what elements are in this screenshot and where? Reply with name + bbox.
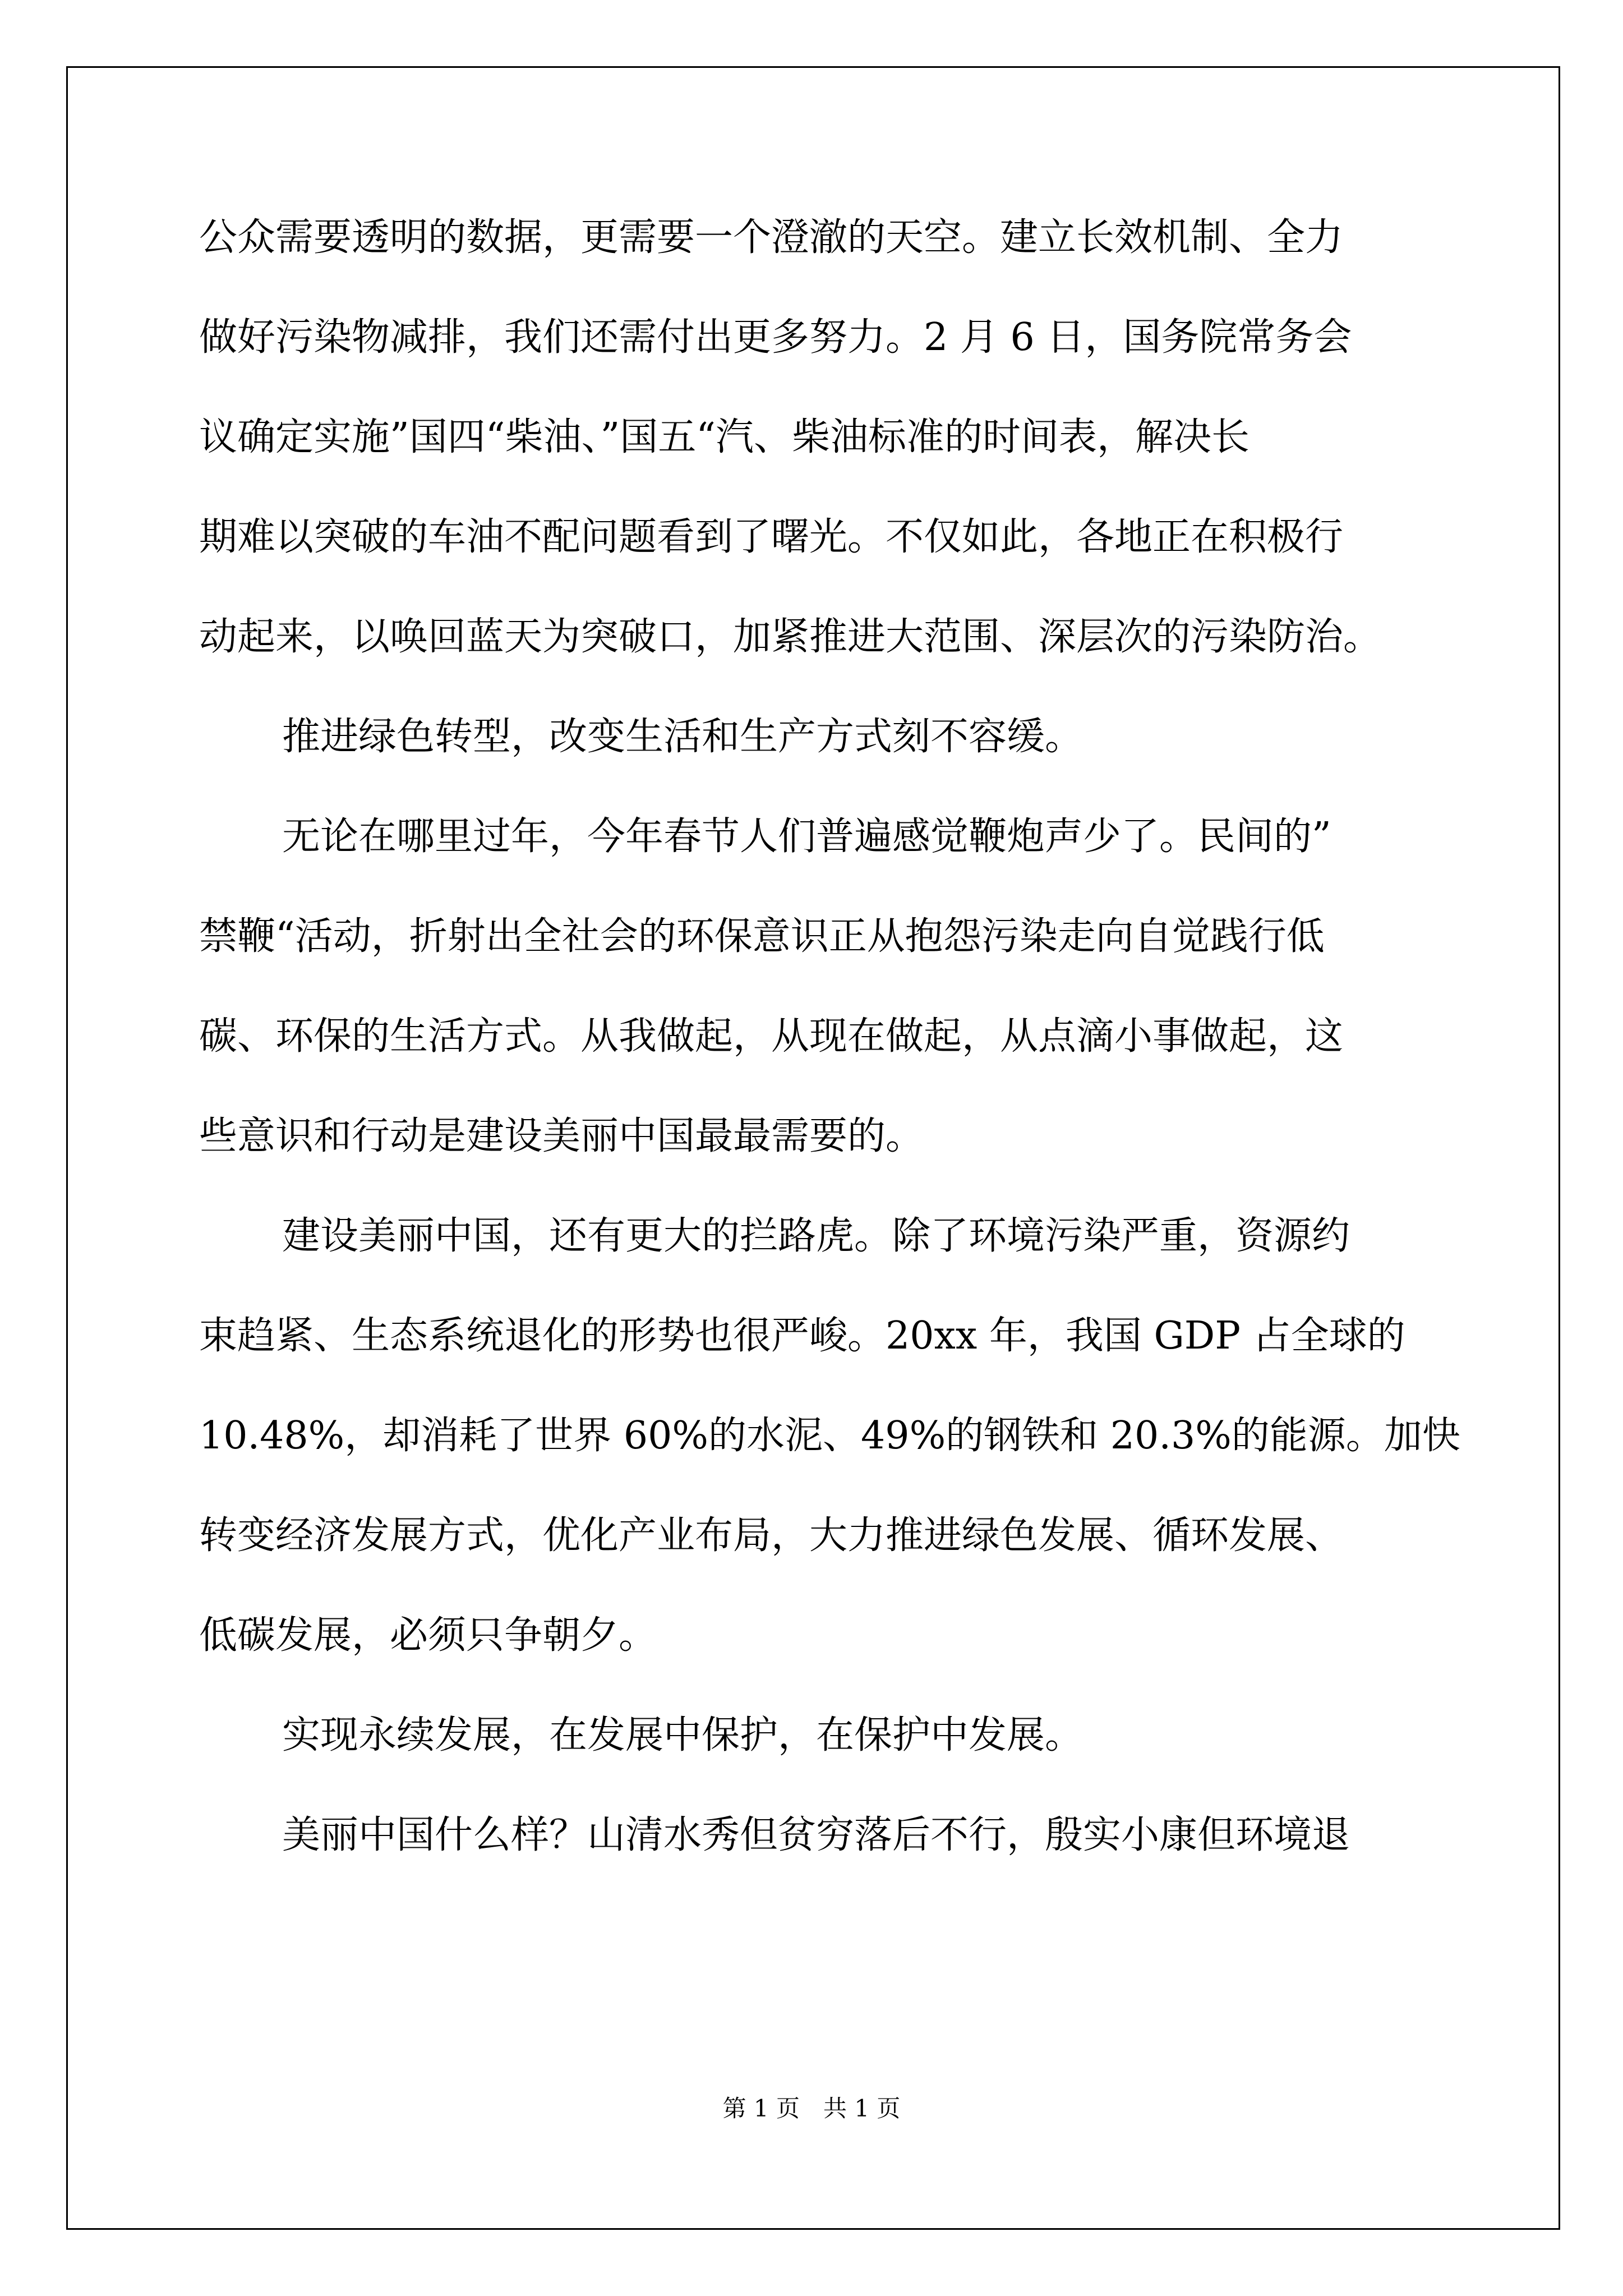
text-line-content: 束趋紧、生态系统退化的形势也很严峻。20xx 年，我国 GDP 占全球的: [199, 1314, 1405, 1358]
text-line-content: 碳、环保的生活方式。从我做起，从现在做起，从点滴小事做起，这: [199, 1014, 1344, 1059]
text-line: [199, 1713, 1438, 1816]
text-line-content: 推进绿色转型，改变生活和生产方式刻不容缓。: [282, 715, 1083, 759]
text-line-content: 建设美丽中国，还有更大的拦路虎。除了环境污染严重，资源约: [282, 1214, 1350, 1258]
text-line: [199, 815, 1438, 918]
text-line: [199, 1813, 1438, 1916]
text-line-content: 10.48%，却消耗了世界 60%的水泥、49%的钢铁和 20.3%的能源。加快: [199, 1414, 1460, 1458]
text-line-content: 实现永续发展，在发展中保护，在保护中发展。: [282, 1713, 1083, 1757]
text-line-content: 转变经济发展方式，优化产业布局，大力推进绿色发展、循环发展、: [199, 1513, 1344, 1558]
text-line: [199, 1613, 1438, 1717]
text-line: [199, 1114, 1438, 1217]
text-line: [199, 515, 1438, 618]
text-line: [199, 1513, 1438, 1617]
text-line: [199, 615, 1438, 718]
text-line-content: 禁鞭“活动，折射出全社会的环保意识正从抱怨污染走向自觉践行低: [199, 914, 1325, 959]
text-line-content: 做好污染物减排，我们还需付出更多努力。2 月 6 日，国务院常务会: [199, 315, 1352, 360]
text-line-content: 议确定实施”国四“柴油、”国五“汽、柴油标准的时间表，解决长: [199, 415, 1250, 459]
text-line: [199, 315, 1438, 418]
text-line: [199, 715, 1438, 818]
text-line-content: 期难以突破的车油不配问题看到了曙光。不仅如此，各地正在积极行: [199, 515, 1344, 559]
text-line-content: 低碳发展，必须只争朝夕。: [199, 1613, 657, 1658]
text-line-content: 无论在哪里过年，今年春节人们普遍感觉鞭炮声少了。民间的”: [282, 815, 1331, 859]
text-line-content: 些意识和行动是建设美丽中国最最需要的。: [199, 1114, 924, 1158]
text-line: [199, 415, 1438, 518]
text-line: [199, 914, 1438, 1018]
text-line: [199, 1314, 1438, 1417]
text-line-content: 美丽中国什么样？山清水秀但贫穷落后不行，殷实小康但环境退: [282, 1813, 1350, 1857]
text-line: [199, 1214, 1438, 1317]
text-line: [199, 1414, 1460, 1517]
page-footer: 第 1 页 共 1 页: [722, 2095, 901, 2122]
text-line-content: 公众需要透明的数据，更需要一个澄澈的天空。建立长效机制、全力: [199, 215, 1344, 260]
text-line: [199, 215, 1438, 319]
document-body: [199, 215, 1460, 1916]
text-line-content: 动起来，以唤回蓝天为突破口，加紧推进大范围、深层次的污染防治。: [199, 615, 1382, 659]
text-line: [199, 1014, 1438, 1117]
